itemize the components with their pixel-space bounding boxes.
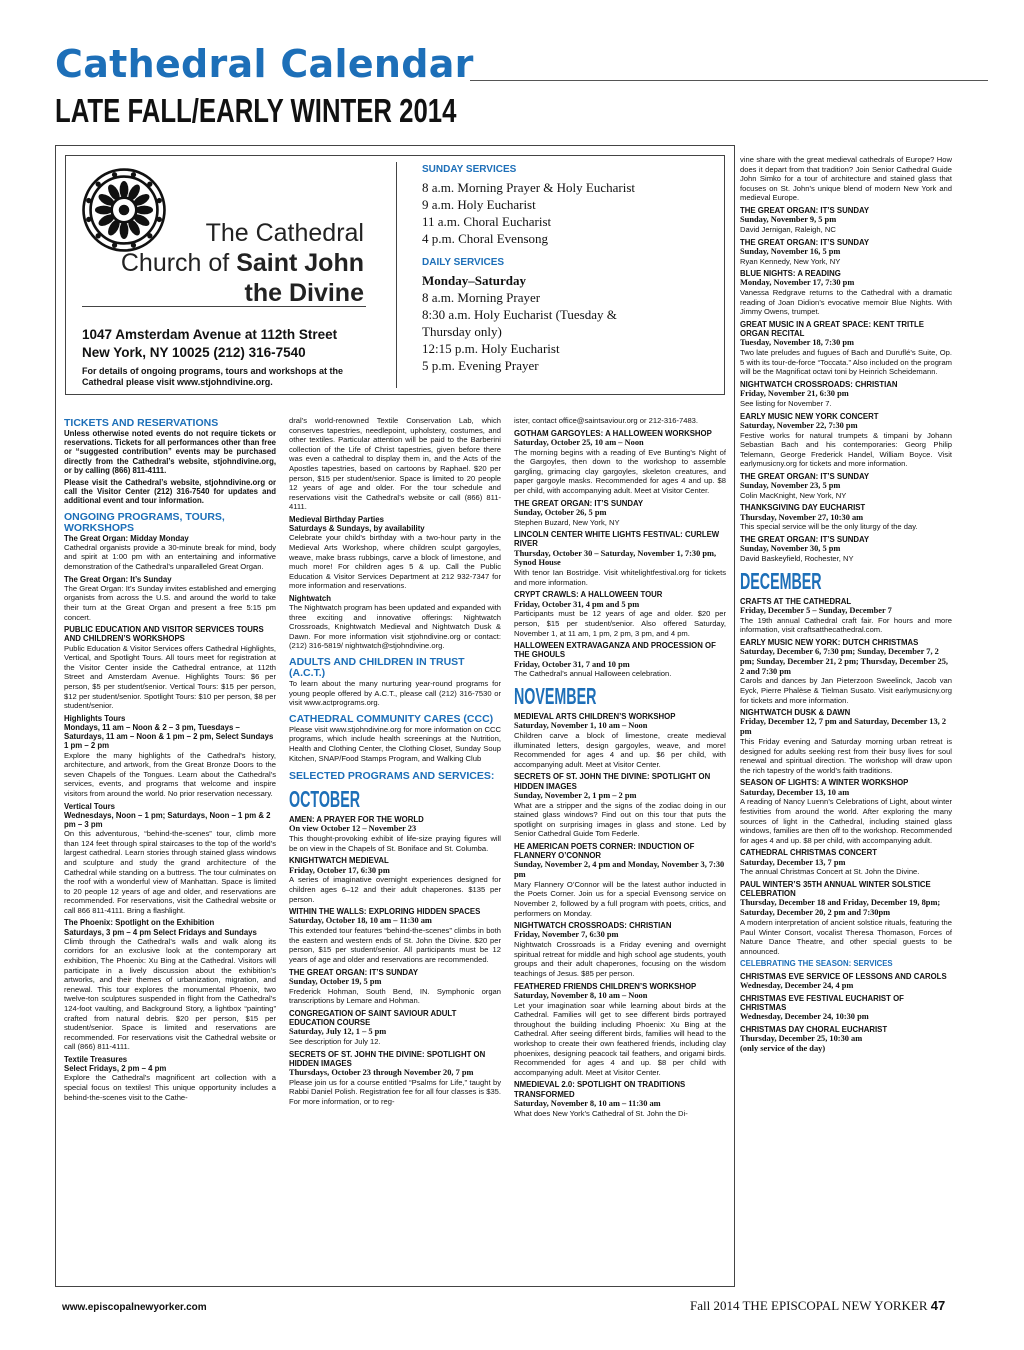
event-title: THE GREAT ORGAN: IT’S SUNDAY bbox=[740, 237, 870, 247]
daily-service: 8:30 a.m. Holy Eucharist (Tuesday & bbox=[422, 307, 617, 322]
event-title: KNIGHTWATCH MEDIEVAL bbox=[289, 856, 389, 866]
event-description: A series of imaginative overnight experiences designed for children ages 6–12 and their adult chaperones. $135 per person. bbox=[289, 875, 501, 904]
item-schedule: Saturdays, 3 pm – 4 pm Select Fridays and Sundays bbox=[64, 927, 257, 937]
section-heading: SELECTED PROGRAMS AND SERVICES: bbox=[289, 770, 495, 783]
daily-service: Thursday only) bbox=[422, 324, 502, 339]
item-schedule: Wednesdays, Noon – 1 pm; Saturdays, Noon – 1 pm & 2 pm – 3 pm bbox=[64, 810, 271, 829]
event-title: THE GREAT ORGAN: IT’S SUNDAY bbox=[740, 535, 870, 545]
month-heading: OCTOBER bbox=[289, 786, 361, 813]
event-description: Vanessa Redgrave returns to the Cathedral with a dramatic reading of Joan Didion’s evocative memoir Blue Nights. With Jimmy Owens, trumpet. bbox=[740, 288, 952, 317]
event-date: Friday, October 31, 4 pm and 5 pm bbox=[514, 599, 640, 609]
event-date: Saturday, July 12, 1 – 5 pm bbox=[289, 1027, 387, 1037]
event-date: Friday, November 21, 6:30 pm bbox=[740, 389, 849, 399]
section-heading: CELEBRATING THE SEASON: SERVICES bbox=[740, 959, 893, 969]
event-date: Thursday, December 25, 10:30 am bbox=[740, 1033, 863, 1043]
footer-issue bbox=[690, 1298, 945, 1314]
masthead-rule bbox=[82, 306, 366, 307]
masthead-left bbox=[66, 156, 382, 394]
event-title: NIGHTWATCH DUSK & DAWN bbox=[740, 708, 851, 718]
paragraph: The Nightwatch program has been updated and expanded with three exciting and innovative offerings: Nightwatch Crossroads, Knightwatch Medieval and Nightwatch Dusk & Dawn. For more information visit stjohndivine.org or contact: (212) 316-5819/ nightwatch@stjohndivine.org. bbox=[289, 603, 501, 651]
paragraph: Please visit www.stjohndivine.org for more information on CCC programs, which include health screenings at the Nutrition, Health and Clothing Center, the Clothing Closet, Sunday Soup Kitchen, SNAP/Food Stamps Program, and Walking Club bbox=[289, 724, 501, 763]
event-description: David Baskeyfield, Rochester, NY bbox=[740, 554, 854, 564]
item-title: The Great Organ: It’s Sunday bbox=[64, 574, 172, 584]
paragraph: ister, contact office@saintsaviour.org or 212-316-7483. bbox=[514, 416, 699, 425]
event-date: Friday, December 12, 7 pm and Saturday, December 13, 2 pm bbox=[740, 717, 947, 737]
event-description: The morning begins with a reading of Eve Bunting’s Night of the Gargoyles, then down to the workshop to assemble gargling, grimacing clay gargoyles, skeleton creatures, and paper gargoyle masks. Recommended for ages 4 and up. $8 per child, with accompanying adult. Meet at Visitor Center. bbox=[514, 447, 726, 495]
item-title: Textile Treasures bbox=[64, 1055, 128, 1065]
event-date: Thursday, December 18 and Friday, December 19, 8pm; Saturday, December 20, 2 pm and 7:30pm bbox=[740, 898, 941, 918]
column-3 bbox=[514, 416, 726, 1281]
column-4 bbox=[740, 155, 952, 1281]
item-title: Nightwatch bbox=[289, 593, 332, 603]
paragraph: Explore the Cathedral’s magnificent art collection with a special focus on textiles! This unique opportunity includes a behind-the-scenes visit to the Cathe- bbox=[64, 1073, 276, 1102]
church-name-line2 bbox=[121, 248, 364, 278]
event-description: The Cathedral’s annual Halloween celebration. bbox=[514, 669, 672, 679]
month-heading: DECEMBER bbox=[740, 567, 822, 594]
event-description: Let your imagination soar while learning about birds at the Cathedral. Families will get to see different birds portrayed throughout the building including Phoenix: Xu Bing at the Cathedral. After seeing different birds, families will head to the workshop to create their own feathered friends, including clay phoenixes, designing peacock tail feathers, and origami birds. Recommended for ages 4 and up. $8 per child with accompanying adult. Meet at Visitor Center. bbox=[514, 1000, 726, 1077]
paragraph: vine share with the great medieval cathedrals of Europe? How does it depart from that tradition? Join Senior Cathedral Guide John Simko for a tour of architecture and stained glass that focuses on St. John’s unique blend of modern New York and medieval Europe. bbox=[740, 155, 952, 203]
title-rule bbox=[470, 80, 988, 81]
event-description: Children carve a block of limestone, create medieval illuminated letters, design gargoyles, weave, and more! Recommended for ages 4 and up. $6 per child, with accompanying adult. Meet at Visitor Center. bbox=[514, 730, 726, 769]
event-title: CRAFTS AT THE CATHEDRAL bbox=[740, 596, 852, 606]
church-name-line2-b: Saint John bbox=[236, 249, 364, 277]
rose-petal bbox=[120, 181, 129, 199]
event-description: See description for July 12. bbox=[289, 1036, 381, 1046]
event-description: This special service will be the only liturgy of the day. bbox=[740, 522, 918, 532]
rose-petal bbox=[135, 206, 153, 215]
month-heading: NOVEMBER bbox=[514, 682, 597, 709]
address-line2: New York, NY 10025 (212) 316-7540 bbox=[82, 345, 306, 360]
daily-services-heading: DAILY SERVICES bbox=[422, 257, 505, 268]
event-description: Two late preludes and fugues of Bach and Duruflé’s Suite, Op. 5 with its tour-de-force “Toccata.” Also included on the program will be the Magnificat octavi toni by Heinrich Scheidemann. bbox=[740, 348, 952, 377]
rose-petal bbox=[95, 206, 113, 215]
section-heading: CATHEDRAL COMMUNITY CARES (CCC) bbox=[289, 712, 494, 725]
event-title: SEASON OF LIGHTS: A WINTER WORKSHOP bbox=[740, 778, 909, 788]
event-description: Festive works for natural trumpets & timpani by Johann Sebastian Bach and his contemporaries: Georg Philip Telemann, George Frederick Handel, William Boyce. Visit earlymusicny.org for tickets and more information. bbox=[740, 430, 952, 469]
column-2 bbox=[289, 416, 501, 1281]
daily-service: 8 a.m. Morning Prayer bbox=[422, 290, 541, 305]
paragraph: On this adventurous, “behind-the-scenes” tour, climb more than 124 feet through spiral staircases to the top of the world’s largest cathedral. Learn stories through stained glass windows and sculpture and study the grand architecture of the Cathedral while standing on a buttress. The tour culminates on the roof with a wonderful view of Manhattan. Space is limited to 20 people 12 years of age and older, and reservations are recommended. For reservations, visit the Cathedral website or call 866 811-4111. Bring a flashlight. bbox=[64, 829, 276, 915]
event-date: Thursday, October 30 – Saturday, November 1, 7:30 pm, Synod House bbox=[514, 548, 717, 568]
event-date: Saturday, December 6, 7:30 pm; Sunday, December 7, 2 pm; Sunday, December 21, 2 pm; Thursday, December 25, 2 and 7:30 pm bbox=[740, 647, 948, 676]
event-date: On view October 12 – November 23 bbox=[289, 824, 417, 834]
event-title: WITHIN THE WALLS: EXPLORING HIDDEN SPACES bbox=[289, 907, 481, 917]
event-description: The annual Christmas Concert at St. John the Divine. bbox=[740, 867, 920, 877]
footer-issue-text: Fall 2014 THE EPISCOPAL NEW YORKER bbox=[690, 1298, 928, 1313]
event-title: SECRETS OF ST. JOHN THE DIVINE: SPOTLIGHT ON HIDDEN IMAGES bbox=[514, 772, 711, 791]
event-date: Sunday, November 9, 5 pm bbox=[740, 215, 837, 225]
event-title: BLUE NIGHTS: A READING bbox=[740, 269, 841, 279]
event-description: Stephen Buzard, New York, NY bbox=[514, 517, 620, 527]
item-schedule: Mondays, 11 am – Noon & 2 – 3 pm, Tuesdays – Saturdays, 11 am – Noon & 1 pm – 2 pm, Select Sundays 1 pm – 2 pm bbox=[64, 722, 274, 751]
event-date: Saturday, November 8, 10 am – 11:30 am bbox=[514, 1098, 661, 1108]
sunday-services-heading: SUNDAY SERVICES bbox=[422, 164, 517, 175]
daily-service: 5 p.m. Evening Prayer bbox=[422, 358, 539, 373]
church-name-line1: The Cathedral bbox=[205, 219, 364, 247]
masthead-box bbox=[65, 155, 725, 395]
event-date: Friday, November 7, 6:30 pm bbox=[514, 930, 619, 940]
paragraph: Celebrate your child’s birthday with a two-hour party in the Medieval Arts Workshop, where children sculpt gargoyles, weave, make brass rubbings, carve a block of limestone, and much more! For children ages 5 & up. Call the Public Education & Visitor Services Department at 212 932-7347 for more information and reservations. bbox=[289, 533, 501, 591]
event-title: THE GREAT ORGAN: IT’S SUNDAY bbox=[740, 205, 870, 215]
event-description: Colin MacKnight, New York, NY bbox=[740, 490, 847, 500]
sunday-service: 11 a.m. Choral Eucharist bbox=[422, 214, 552, 229]
section-heading: TICKETS AND RESERVATIONS bbox=[64, 417, 219, 429]
event-title: CHRISTMAS EVE SERVICE OF LESSONS AND CAROLS bbox=[740, 971, 947, 981]
column-1 bbox=[64, 416, 276, 1281]
event-date: Saturday, October 18, 10 am – 11:30 am bbox=[289, 916, 432, 926]
paragraph: The Great Organ: It’s Sunday invites established and emerging organists from across the U.S. and around the world to take their turn at the Great Organ and present a free 5:15 pm concert. bbox=[64, 583, 276, 622]
event-date: Saturday, December 13, 7 pm bbox=[740, 857, 846, 867]
item-title: The Phoenix: Spotlight on the Exhibition bbox=[64, 918, 215, 928]
event-title: NIGHTWATCH CROSSROADS: CHRISTIAN bbox=[514, 921, 672, 931]
event-description: Nightwatch Crossroads is a Friday evening and overnight spiritual retreat for middle and high school age students, youth groups and their adult chaperones, focusing on the wisdom teachings of Jesus. $85 per person. bbox=[514, 940, 726, 979]
address-line1: 1047 Amsterdam Avenue at 112th Street bbox=[82, 327, 338, 342]
paragraph: dral’s world-renowned Textile Conservation Lab, which conserves tapestries, needlepoint, upholstery, costumes, and other textiles. Particular attention will be paid to the Barberini collection of the Life of Christ tapestries, given before there was even a cathedral to display them in, and the Acts of the Apostles tapestries, based on cartoons by Raphael. $20 per person, $15 per student/senior. Space is limited to 20 people 12 years of age and older. For the tour schedule and reservations visit the Cathedral’s website or call (866) 811-4111. bbox=[289, 416, 501, 512]
event-title: MEDIEVAL ARTS CHILDREN’S WORKSHOP bbox=[514, 711, 676, 721]
event-date: Sunday, November 30, 5 pm bbox=[740, 544, 841, 554]
event-title: HE AMERICAN POETS CORNER: INDUCTION OF FLANNERY O’CONNOR bbox=[514, 841, 695, 861]
event-date: Friday, December 5 – Sunday, December 7 bbox=[740, 605, 892, 615]
event-date: Friday, October 17, 6:30 pm bbox=[289, 865, 390, 875]
event-date: Sunday, October 19, 5 pm bbox=[289, 976, 382, 986]
sunday-service: 4 p.m. Choral Evensong bbox=[422, 231, 549, 246]
event-description: (only service of the day) bbox=[740, 1043, 826, 1053]
event-title: CHRISTMAS DAY CHORAL EUCHARIST bbox=[740, 1024, 888, 1034]
event-title: CHRISTMAS EVE FESTIVAL EUCHARIST OF CHRISTMAS bbox=[740, 993, 904, 1012]
event-date: Saturday, October 25, 10 am – Noon bbox=[514, 437, 644, 447]
sunday-service: 9 a.m. Holy Eucharist bbox=[422, 197, 536, 212]
church-name bbox=[121, 218, 364, 308]
event-description: What does New York’s Cathedral of St. John the Di- bbox=[514, 1108, 688, 1118]
page-title: Cathedral Calendar bbox=[55, 42, 474, 86]
item-title: Vertical Tours bbox=[64, 801, 115, 811]
paragraph: Climb through the Cathedral’s walls and walk along its corridors for an exclusive look at the contemporary art exhibition, The Phoenix: Xu Bing at the Cathedral. Visitors will participate in a lively discussion about the exhibition’s artworks, and their themes of urbanization, migration, and renewal. This tour explores the monumental Phoenix, two twelve-ton sculptures suspended in flight from the Cathedral’s 124-foot vaulting, and Background Story, a lightbox “painting” crafted from natural debris. $20 per person, $15 per student/senior. Space is limited and reservations are recommended. For reservations visit the Cathedral website or call (866) 811-4111. bbox=[64, 936, 276, 1052]
event-description: Ryan Kennedy, New York, NY bbox=[740, 256, 841, 266]
event-title: FEATHERED FRIENDS CHILDREN’S WORKSHOP bbox=[514, 981, 697, 991]
event-description: David Jernigan, Raleigh, NC bbox=[740, 224, 836, 234]
item-title: Medieval Birthday Parties bbox=[289, 514, 384, 524]
services-block bbox=[422, 164, 722, 374]
masthead-divider bbox=[396, 162, 397, 388]
event-date: Thursdays, October 23 through November 20, 7 pm bbox=[289, 1067, 474, 1077]
paragraph: Public Education & Visitor Services offers Cathedral Highlights, Vertical, and Spotlight Tours. All tours meet for registration at the Visitor Center inside the Cathedral entrance, at 112th Street and Amsterdam Avenue. Highlights Tours: $6 per person, $5 per student/senior. Vertical Tours: $15 per person, $12 per student/senior. Spotlight Tours: $10 per person, $8 per student/senior. bbox=[64, 643, 276, 711]
event-title: THE GREAT ORGAN: IT’S SUNDAY bbox=[514, 498, 644, 508]
event-title: NMEDIEVAL 2.0: SPOTLIGHT ON TRADITIONS TRANSFORMED bbox=[514, 1080, 686, 1099]
event-description: Please join us for a course entitled “Psalms for Life,” taught by Rabbi Daniel Polish. Registration fee for all four classes is $35. For more information, or to reg- bbox=[289, 1077, 501, 1106]
paragraph: Unless otherwise noted events do not require tickets or reservations. Tickets for all performances other than free or “suggested contribution” events may be purchased directly from the Cathedral’s website, stjohndivine.org, or by calling (866) 811-4111. bbox=[64, 429, 276, 475]
event-description: Mary Flannery O’Connor will be the latest author inducted in the Poets Corner. Join us for a special Evensong service on November 2, followed by a full program with poets, critics, and performers on Monday. bbox=[514, 879, 726, 918]
page-subtitle: LATE FALL/EARLY WINTER 2014 bbox=[55, 92, 457, 129]
event-title: THANKSGIVING DAY EUCHARIST bbox=[740, 503, 866, 513]
event-title: PAUL WINTER’S 35TH ANNUAL WINTER SOLSTICE CELEBRATION bbox=[740, 879, 931, 899]
event-date: Sunday, November 16, 5 pm bbox=[740, 246, 841, 256]
event-description: Carols and dances by Jan Pieterzoon Sweelinck, Jacob van Eyck, Pierre Phalèse & Tielman Susato. Visit earlymusicny.org for tickets and more information. bbox=[740, 676, 952, 705]
event-description: A reading of Nancy Luenn’s Celebrations of Light, about winter festivities from around the world. After exploring the many sources of light in the Cathedral, including stained glass windows, families are then off to the workshop. Recommended for ages 4 and up. $8 per child, with accompanying adult. bbox=[740, 797, 952, 845]
event-description: The 19th annual Cathedral craft fair. For hours and more information, visit craftsatthecathedral.com. bbox=[740, 615, 952, 635]
event-description: See listing for November 7. bbox=[740, 398, 832, 408]
church-name-line2-a: Church of bbox=[120, 249, 237, 277]
event-title: NIGHTWATCH CROSSROADS: CHRISTIAN bbox=[740, 379, 898, 389]
church-address bbox=[82, 326, 337, 362]
event-date: Saturday, November 8, 10 am – Noon bbox=[514, 990, 648, 1000]
event-date: Saturday, November 1, 10 am – Noon bbox=[514, 721, 648, 731]
page-number: 47 bbox=[930, 1298, 946, 1313]
event-title: EARLY MUSIC NEW YORK CONCERT bbox=[740, 411, 879, 421]
event-title: CONGREGATION OF SAINT SAVIOUR ADULT EDUCATION COURSE bbox=[289, 1008, 457, 1027]
event-title: LINCOLN CENTER WHITE LIGHTS FESTIVAL: CURLEW RIVER bbox=[514, 530, 720, 549]
item-title: The Great Organ: Midday Monday bbox=[64, 533, 189, 543]
event-description: This extended tour features “behind-the-scenes” climbs in both the eastern and western ends of St. John the Divine. $20 per person, $15 per student/senior. All participants must be 12 years of age and older and reservations are recommended. bbox=[289, 926, 501, 964]
event-title: CATHEDRAL CHRISTMAS CONCERT bbox=[740, 848, 878, 858]
paragraph: Explore the many highlights of the Cathedral’s history, architecture, and artwork, from the Great Bronze Doors to the seven Chapels of the Tongues. Learn about the Cathedral’s services, events, and programs that welcome and inspire visitors from around the world. No prior reservation necessary. bbox=[64, 750, 276, 798]
event-title: THE GREAT ORGAN: IT’S SUNDAY bbox=[740, 471, 870, 481]
event-date: Sunday, November 2, 4 pm and Monday, November 3, 7:30 pm bbox=[514, 860, 725, 880]
event-date: Sunday, November 2, 1 pm – 2 pm bbox=[514, 790, 637, 800]
event-title: GREAT MUSIC IN A GREAT SPACE: KENT TRITLE ORGAN RECITAL bbox=[740, 319, 924, 339]
paragraph: Cathedral organists provide a 30-minute break for mind, body and spirit at 1:00 pm with an entertaining and informative demonstration of the Cathedral’s unparalleled Great Organ. bbox=[64, 542, 276, 572]
event-title: EARLY MUSIC NEW YORK: DUTCH CHRISTMAS bbox=[740, 637, 919, 647]
event-title: GOTHAM GARGOYLES: A HALLOWEEN WORKSHOP bbox=[514, 428, 712, 438]
event-date: Sunday, October 26, 5 pm bbox=[514, 507, 607, 517]
event-title: THE GREAT ORGAN: IT’S SUNDAY bbox=[289, 967, 419, 977]
daily-services-days: Monday–Saturday bbox=[422, 273, 527, 288]
event-title: HALLOWEEN EXTRAVAGANZA AND PROCESSION OF THE GHOULS bbox=[514, 641, 716, 660]
event-description: With tenor Ian Bostridge. Visit whitelightfestival.org for tickets and more information. bbox=[514, 568, 726, 587]
event-description: This Friday evening and Saturday morning urban retreat is designed for adults seeking rest from their busy lives for soul renewal and spiritual direction. The workshop will draw upon the rich tapestry of the world’s faith traditions. bbox=[740, 737, 952, 775]
event-description: Participants must be 12 years of age and older. $20 per person, $15 per student/senior. Also offered Saturday, November 1, at 11 am, 1 pm, 2 pm, 3 pm, and 4 pm. bbox=[514, 609, 726, 638]
event-date: Friday, October 31, 7 and 10 pm bbox=[514, 659, 630, 669]
event-date: Monday, November 17, 7:30 pm bbox=[740, 278, 855, 288]
item-title: Highlights Tours bbox=[64, 713, 126, 723]
event-date: Tuesday, November 18, 7:30 pm bbox=[740, 338, 855, 348]
event-date: Saturday, December 13, 10 am bbox=[740, 787, 850, 797]
event-date: Wednesday, December 24, 10:30 pm bbox=[740, 1011, 869, 1021]
daily-service: 12:15 p.m. Holy Eucharist bbox=[422, 341, 560, 356]
item-schedule: Saturdays & Sundays, by availability bbox=[289, 524, 425, 534]
event-date: Thursday, November 27, 10:30 am bbox=[740, 512, 864, 522]
event-description: This thought-provoking exhibit of life-size praying figures will be on view in the Chapels of St. Boniface and St. Columba. bbox=[289, 834, 501, 853]
item-title: PUBLIC EDUCATION AND VISITOR SERVICES TOURS AND CHILDREN’S WORKSHOPS bbox=[64, 625, 264, 644]
section-heading: ONGOING PROGRAMS, TOURS, WORKSHOPS bbox=[64, 510, 225, 534]
event-title: AMEN: A PRAYER FOR THE WORLD bbox=[289, 815, 424, 825]
event-title: CRYPT CRAWLS: A HALLOWEEN TOUR bbox=[514, 590, 663, 600]
paragraph: To learn about the many nurturing year-round programs for young people offered by A.C.T., please call (212) 316-7530 or visit www.actprograms.org. bbox=[289, 679, 501, 708]
event-description: What are a stripper and the signs of the zodiac doing in our stained glass windows? Find out on this tour that puts the spotlight on surprising images in glass and stone. Led by Senior Cathedral Guide Tom Federle. bbox=[514, 800, 726, 839]
event-date: Sunday, November 23, 5 pm bbox=[740, 481, 841, 491]
section-heading: ADULTS AND CHILDREN IN TRUST (A.C.T.) bbox=[289, 656, 465, 680]
masthead-note: For details of ongoing programs, tours and workshops at the Cathedral please visit www.stjohndivine.org. bbox=[82, 366, 344, 387]
sunday-service: 8 a.m. Morning Prayer & Holy Eucharist bbox=[422, 180, 636, 195]
event-title: SECRETS OF ST. JOHN THE DIVINE: SPOTLIGHT ON HIDDEN IMAGES bbox=[289, 1049, 486, 1068]
event-description: A modern interpretation of ancient solstice rituals, featuring the Paul Winter Consort, vocalist Theresa Thomason, Forces of Nature Dance Theatre, and other special guests to be announced. bbox=[740, 917, 952, 956]
event-date: Saturday, November 22, 7:30 pm bbox=[740, 420, 858, 430]
event-description: Frederick Hohman, South Bend, IN. Symphonic organ transcriptions by Lemare and Hohman. bbox=[289, 986, 501, 1006]
footer-url: www.episcopalnewyorker.com bbox=[62, 1302, 207, 1313]
paragraph: Please visit the Cathedral’s website, stjohndivine.org or call the Visitor Center (212) 316-7540 for updates and additional event and tour information. bbox=[64, 478, 276, 506]
church-name-line3: the Divine bbox=[244, 279, 364, 307]
event-date: Wednesday, December 24, 4 pm bbox=[740, 980, 854, 990]
item-schedule: Select Fridays, 2 pm – 4 pm bbox=[64, 1064, 167, 1074]
